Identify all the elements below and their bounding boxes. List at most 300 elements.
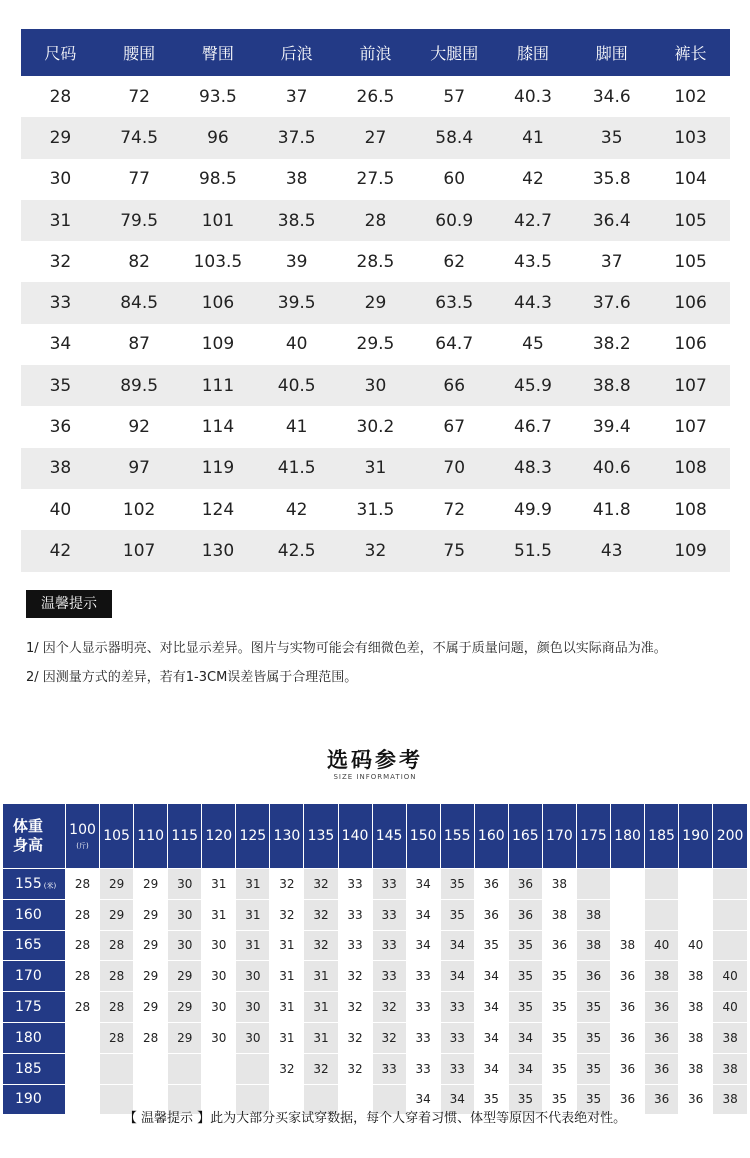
- reference-size-cell: 35: [474, 930, 508, 961]
- reference-size-cell: 29: [100, 899, 134, 930]
- size-cell: 40.6: [572, 448, 651, 489]
- reference-size-cell: 28: [134, 1022, 168, 1053]
- size-cell: 35: [21, 365, 100, 406]
- size-cell: 35: [572, 117, 651, 158]
- reference-size-cell: 33: [338, 869, 372, 900]
- reference-size-cell: 30: [168, 869, 202, 900]
- size-chart-header-row: [21, 29, 730, 76]
- size-cell: 40.3: [514, 86, 552, 107]
- reference-size-cell: 36: [645, 1053, 679, 1084]
- reference-size-cell: 28: [66, 869, 100, 900]
- reference-size-cell: 34: [474, 992, 508, 1023]
- reference-size-cell: 40: [679, 930, 713, 961]
- size-cell: 41.8: [592, 499, 631, 520]
- reference-size-cell: [679, 869, 713, 900]
- reference-size-cell: 28: [100, 961, 134, 992]
- reference-size-cell: 33: [372, 1053, 406, 1084]
- height-row-header: 190: [3, 1084, 66, 1114]
- reference-size-cell: [100, 1053, 134, 1084]
- size-cell: 29.5: [356, 334, 395, 355]
- size-col-header: 后浪: [257, 29, 336, 76]
- size-cell: 32: [336, 530, 415, 571]
- reference-size-cell: 38: [713, 1084, 747, 1114]
- size-cell: 38.2: [592, 334, 631, 355]
- reference-size-cell: 30: [168, 899, 202, 930]
- reference-size-cell: 35: [576, 1022, 610, 1053]
- size-cell: 40: [49, 499, 72, 520]
- reference-size-cell: 32: [304, 899, 338, 930]
- reference-size-cell: 35: [576, 992, 610, 1023]
- size-cell: 37: [600, 251, 623, 272]
- size-cell: 27: [336, 117, 415, 158]
- size-cell: 108: [674, 499, 707, 520]
- size-cell: 30.2: [356, 417, 395, 438]
- reference-size-cell: 35: [508, 930, 542, 961]
- size-cell: 36.4: [572, 200, 651, 241]
- reference-size-cell: 29: [100, 869, 134, 900]
- height-row: [3, 961, 747, 992]
- reference-size-cell: 34: [440, 1084, 474, 1114]
- reference-size-cell: [611, 869, 645, 900]
- size-cell: 67: [443, 417, 466, 438]
- reference-size-cell: 38: [679, 1053, 713, 1084]
- height-row: [3, 992, 747, 1023]
- reference-size-cell: 28: [100, 992, 134, 1023]
- size-cell: 66: [415, 365, 494, 406]
- reference-size-cell: 36: [611, 1053, 645, 1084]
- reference-size-cell: 36: [576, 961, 610, 992]
- height-row: [3, 899, 747, 930]
- size-cell: 45: [522, 334, 544, 355]
- reference-size-cell: 28: [66, 992, 100, 1023]
- size-col-header: 脚围: [572, 29, 651, 76]
- reference-size-cell: 34: [440, 961, 474, 992]
- reference-size-cell: 36: [508, 899, 542, 930]
- size-cell: 79.5: [100, 200, 179, 241]
- reference-size-cell: 36: [508, 869, 542, 900]
- size-cell: 63.5: [415, 282, 494, 323]
- size-cell: 28.5: [356, 251, 395, 272]
- size-cell: 124: [201, 499, 235, 520]
- size-cell: 130: [179, 530, 258, 571]
- reference-size-cell: 36: [645, 992, 679, 1023]
- size-cell: 60.9: [415, 200, 494, 241]
- reference-size-cell: 38: [645, 961, 679, 992]
- height-row-header: 175: [3, 992, 66, 1023]
- reference-size-cell: 30: [236, 961, 270, 992]
- reference-size-cell: [679, 899, 713, 930]
- size-cell: 108: [651, 448, 730, 489]
- weight-col-header: 130: [270, 804, 304, 869]
- size-cell: 105: [651, 200, 730, 241]
- size-cell: 36: [49, 417, 72, 438]
- reference-size-cell: 38: [611, 930, 645, 961]
- reference-size-cell: 31: [270, 992, 304, 1023]
- reference-size-cell: 36: [474, 869, 508, 900]
- size-cell: 42: [522, 169, 544, 190]
- size-cell: 37.5: [257, 117, 336, 158]
- size-cell: 51.5: [494, 530, 573, 571]
- weight-col-header: 175: [576, 804, 610, 869]
- reference-size-cell: 33: [338, 930, 372, 961]
- size-cell: 35.8: [592, 169, 631, 190]
- reference-size-cell: 28: [100, 1022, 134, 1053]
- reference-size-cell: 36: [611, 1084, 645, 1114]
- size-col-header: 臀围: [179, 29, 258, 76]
- reference-size-cell: 34: [440, 930, 474, 961]
- size-cell: 31: [336, 448, 415, 489]
- height-unit-label: (米): [43, 881, 57, 890]
- size-cell: 29: [21, 117, 100, 158]
- size-cell: 42: [285, 499, 308, 520]
- weight-col-header: 105: [100, 804, 134, 869]
- reference-size-cell: 35: [508, 1084, 542, 1114]
- reference-size-cell: 28: [100, 930, 134, 961]
- size-cell: 98.5: [198, 169, 237, 190]
- reference-size-cell: 38: [576, 899, 610, 930]
- size-cell: 48.3: [494, 448, 573, 489]
- reference-size-cell: [66, 1022, 100, 1053]
- reference-size-cell: 35: [440, 869, 474, 900]
- size-cell: 33: [21, 282, 100, 323]
- reference-size-cell: 36: [645, 1022, 679, 1053]
- size-cell: 43.5: [514, 251, 552, 272]
- size-row: [21, 241, 730, 282]
- size-cell: 26.5: [356, 86, 395, 107]
- reference-size-cell: 32: [338, 1053, 372, 1084]
- reference-size-cell: 33: [406, 1053, 440, 1084]
- size-cell: 41: [494, 117, 573, 158]
- size-cell: 103: [651, 117, 730, 158]
- weight-col-header: 160: [474, 804, 508, 869]
- size-cell: 41: [285, 417, 308, 438]
- reference-size-cell: 32: [270, 869, 304, 900]
- reference-size-cell: 34: [474, 961, 508, 992]
- weight-col-header: 140: [338, 804, 372, 869]
- reference-size-cell: 40: [713, 961, 747, 992]
- size-chart-table: [21, 29, 730, 572]
- reference-size-cell: 33: [372, 930, 406, 961]
- size-cell: 101: [179, 200, 258, 241]
- reference-size-cell: 33: [406, 992, 440, 1023]
- reference-size-cell: 33: [440, 1022, 474, 1053]
- reference-size-cell: [576, 869, 610, 900]
- reference-size-cell: 32: [338, 992, 372, 1023]
- size-col-header: 膝围: [494, 29, 573, 76]
- reference-size-cell: 34: [474, 1022, 508, 1053]
- reference-size-cell: 34: [508, 1022, 542, 1053]
- reference-size-cell: 40: [713, 992, 747, 1023]
- reference-size-cell: 33: [372, 961, 406, 992]
- reference-size-cell: 29: [134, 961, 168, 992]
- weight-header-row: [3, 804, 747, 869]
- reference-size-cell: 28: [66, 899, 100, 930]
- weight-col-header: 125: [236, 804, 270, 869]
- reference-size-cell: 31: [236, 930, 270, 961]
- size-row: [21, 324, 730, 365]
- weight-col-header: 185: [645, 804, 679, 869]
- size-cell: 32: [49, 251, 72, 272]
- size-cell: 31: [21, 200, 100, 241]
- size-cell: 30: [49, 169, 72, 190]
- weight-col-header: 135: [304, 804, 338, 869]
- height-row-header: 155 (米): [3, 869, 66, 900]
- size-cell: 38: [21, 448, 100, 489]
- reference-size-cell: 30: [202, 992, 236, 1023]
- reference-size-cell: [134, 1053, 168, 1084]
- reference-size-cell: 36: [679, 1084, 713, 1114]
- reference-size-cell: [66, 1053, 100, 1084]
- size-cell: 40: [285, 334, 308, 355]
- height-row-header: 165: [3, 930, 66, 961]
- footer-note: 【 温馨提示 】此为大部分买家试穿数据，每个人穿着习惯、体型等原因不代表绝对性。: [123, 1111, 627, 1126]
- reference-size-cell: 35: [576, 1084, 610, 1114]
- reference-size-cell: 33: [440, 992, 474, 1023]
- reference-size-cell: 36: [611, 1022, 645, 1053]
- reference-size-cell: 31: [202, 899, 236, 930]
- size-cell: 39.4: [592, 417, 631, 438]
- height-row-header: 185: [3, 1053, 66, 1084]
- size-cell: 82: [128, 251, 150, 272]
- size-row: [21, 406, 730, 447]
- size-col-header: 大腿围: [415, 29, 494, 76]
- size-cell: 30: [336, 365, 415, 406]
- reference-size-cell: 32: [304, 930, 338, 961]
- size-cell: 64.7: [435, 334, 474, 355]
- reference-size-cell: 29: [134, 992, 168, 1023]
- weight-col-header: 150: [406, 804, 440, 869]
- size-row: [21, 530, 730, 571]
- reference-size-cell: 30: [168, 930, 202, 961]
- weight-unit-label: (斤): [76, 841, 89, 850]
- reference-size-cell: 35: [440, 899, 474, 930]
- size-row: [21, 489, 730, 530]
- height-row-header: 170: [3, 961, 66, 992]
- size-cell: 75: [415, 530, 494, 571]
- reference-size-cell: 32: [338, 1022, 372, 1053]
- height-row: [3, 869, 747, 900]
- size-cell: 92: [128, 417, 150, 438]
- reference-size-cell: 31: [202, 869, 236, 900]
- reference-size-cell: 32: [270, 1053, 304, 1084]
- reference-size-cell: 32: [372, 992, 406, 1023]
- weight-col-header: 165: [508, 804, 542, 869]
- reference-size-cell: 34: [508, 1053, 542, 1084]
- size-cell: 70: [415, 448, 494, 489]
- weight-col-header: 190: [679, 804, 713, 869]
- reference-size-cell: 35: [542, 992, 576, 1023]
- reference-size-cell: 31: [236, 899, 270, 930]
- reference-size-cell: 30: [202, 930, 236, 961]
- reference-size-cell: 40: [645, 930, 679, 961]
- tips-badge: 温馨提示: [26, 590, 112, 618]
- size-row: [21, 200, 730, 241]
- size-col-header: 腰围: [100, 29, 179, 76]
- size-cell: 107: [674, 417, 707, 438]
- size-cell: 114: [201, 417, 235, 438]
- height-row: [3, 930, 747, 961]
- size-row: [21, 76, 730, 117]
- weight-col-header: 110: [134, 804, 168, 869]
- size-cell: 77: [128, 169, 150, 190]
- size-cell: 38: [285, 169, 308, 190]
- size-row: [21, 448, 730, 489]
- reference-size-cell: 31: [304, 961, 338, 992]
- reference-size-cell: 35: [576, 1053, 610, 1084]
- size-cell: 44.3: [494, 282, 573, 323]
- reference-size-cell: 30: [202, 961, 236, 992]
- reference-size-cell: 34: [474, 1053, 508, 1084]
- reference-size-cell: 38: [713, 1053, 747, 1084]
- size-cell: 42.7: [494, 200, 573, 241]
- size-cell: 109: [201, 334, 235, 355]
- size-cell: 87: [128, 334, 150, 355]
- size-cell: 103.5: [193, 251, 243, 272]
- size-row: [21, 282, 730, 323]
- reference-size-cell: [202, 1053, 236, 1084]
- size-cell: 74.5: [100, 117, 179, 158]
- size-cell: 72: [128, 86, 150, 107]
- size-row: [21, 159, 730, 200]
- reference-size-cell: 34: [406, 899, 440, 930]
- reference-size-cell: 38: [713, 1022, 747, 1053]
- reference-size-cell: 38: [679, 961, 713, 992]
- weight-col-header: 145: [372, 804, 406, 869]
- size-cell: 29: [336, 282, 415, 323]
- size-cell: 40.5: [257, 365, 336, 406]
- reference-size-cell: 30: [236, 1022, 270, 1053]
- weight-col-header: 170: [542, 804, 576, 869]
- reference-size-cell: 38: [542, 899, 576, 930]
- size-cell: 109: [651, 530, 730, 571]
- size-cell: 31.5: [356, 499, 395, 520]
- size-cell: 46.7: [514, 417, 552, 438]
- size-cell: 41.5: [257, 448, 336, 489]
- size-cell: 42.5: [257, 530, 336, 571]
- reference-size-cell: 36: [542, 930, 576, 961]
- reference-size-cell: 36: [611, 961, 645, 992]
- size-col-header: 裤长: [651, 29, 730, 76]
- size-col-header: 前浪: [336, 29, 415, 76]
- size-cell: 34: [49, 334, 72, 355]
- size-cell: 96: [179, 117, 258, 158]
- reference-size-cell: 32: [372, 1022, 406, 1053]
- reference-size-cell: [236, 1053, 270, 1084]
- reference-size-cell: 31: [270, 961, 304, 992]
- size-cell: 84.5: [100, 282, 179, 323]
- reference-size-cell: [611, 899, 645, 930]
- size-cell: 107: [100, 530, 179, 571]
- size-cell: 62: [443, 251, 466, 272]
- reference-size-cell: 35: [474, 1084, 508, 1114]
- reference-size-cell: 31: [304, 992, 338, 1023]
- reference-size-cell: 32: [270, 899, 304, 930]
- size-cell: 57: [443, 86, 466, 107]
- size-cell: 38.5: [257, 200, 336, 241]
- size-cell: 102: [674, 86, 707, 107]
- reference-size-cell: 35: [542, 1022, 576, 1053]
- weight-col-header: 180: [611, 804, 645, 869]
- size-cell: 43: [572, 530, 651, 571]
- height-row-header: 160: [3, 899, 66, 930]
- height-row: [3, 1022, 747, 1053]
- size-cell: 119: [179, 448, 258, 489]
- reference-size-cell: 38: [576, 930, 610, 961]
- reference-size-cell: 29: [134, 899, 168, 930]
- reference-size-cell: 29: [168, 992, 202, 1023]
- size-reference-grid: [3, 804, 747, 1114]
- reference-size-cell: [713, 869, 747, 900]
- reference-size-cell: [645, 869, 679, 900]
- reference-size-cell: 35: [542, 961, 576, 992]
- size-cell: 97: [100, 448, 179, 489]
- size-cell: 34.6: [592, 86, 631, 107]
- size-cell: 37: [285, 86, 308, 107]
- reference-size-cell: 29: [168, 961, 202, 992]
- reference-size-cell: 38: [542, 869, 576, 900]
- size-cell: 89.5: [100, 365, 179, 406]
- reference-size-cell: 32: [304, 869, 338, 900]
- reference-size-cell: 35: [542, 1053, 576, 1084]
- reference-size-cell: 28: [66, 930, 100, 961]
- size-cell: 106: [674, 334, 707, 355]
- reference-size-cell: 28: [66, 961, 100, 992]
- size-cell: 102: [122, 499, 156, 520]
- weight-col-header: 200: [713, 804, 747, 869]
- weight-col-header: 155: [440, 804, 474, 869]
- size-cell: 38.8: [572, 365, 651, 406]
- reference-size-cell: 34: [406, 1084, 440, 1114]
- reference-size-cell: [713, 899, 747, 930]
- reference-size-cell: 29: [168, 1022, 202, 1053]
- reference-size-cell: 33: [372, 899, 406, 930]
- weight-col-header: 120: [202, 804, 236, 869]
- reference-size-cell: 32: [338, 961, 372, 992]
- reference-size-cell: 30: [202, 1022, 236, 1053]
- size-cell: 111: [179, 365, 258, 406]
- reference-size-cell: 31: [270, 930, 304, 961]
- size-cell: 49.9: [514, 499, 552, 520]
- reference-size-cell: 36: [645, 1084, 679, 1114]
- size-row: [21, 365, 730, 406]
- reference-size-cell: [713, 930, 747, 961]
- size-row: [21, 117, 730, 158]
- reference-size-cell: 33: [406, 961, 440, 992]
- tip-line-2: 2/ 因测量方式的差异，若有1-3CM误差皆属于合理范围。: [26, 670, 358, 685]
- reference-size-cell: 33: [372, 869, 406, 900]
- size-cell: 105: [674, 251, 707, 272]
- size-cell: 28: [336, 200, 415, 241]
- weight-col-header: 115: [168, 804, 202, 869]
- height-row: [3, 1053, 747, 1084]
- reference-title: 选码参考: [327, 748, 423, 772]
- size-col-header: 尺码: [21, 29, 100, 76]
- size-cell: 60: [443, 169, 466, 190]
- reference-size-cell: 35: [542, 1084, 576, 1114]
- size-cell: 45.9: [494, 365, 573, 406]
- size-cell: 72: [443, 499, 466, 520]
- reference-size-cell: 30: [236, 992, 270, 1023]
- reference-size-cell: 29: [134, 869, 168, 900]
- reference-size-cell: 38: [679, 992, 713, 1023]
- reference-size-cell: 31: [304, 1022, 338, 1053]
- size-cell: 106: [179, 282, 258, 323]
- reference-size-cell: 34: [406, 930, 440, 961]
- reference-size-cell: 29: [134, 930, 168, 961]
- reference-size-cell: 33: [338, 899, 372, 930]
- reference-size-cell: 33: [406, 1022, 440, 1053]
- weight-col-header: 100 (斤): [66, 804, 100, 869]
